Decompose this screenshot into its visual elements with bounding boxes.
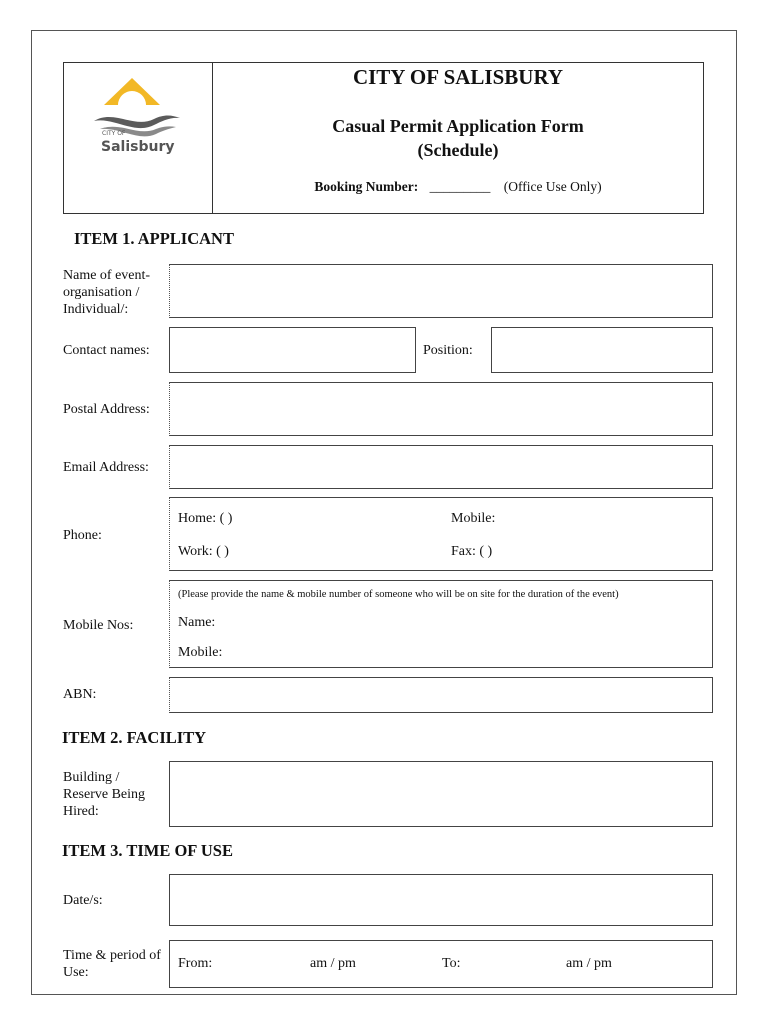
item2-heading: ITEM 2. FACILITY [62, 728, 207, 747]
name-label: Name of event-organisation / Individual/: [63, 268, 151, 317]
mobile-nos-note: (Please provide the name & mobile number of someone who will be on site for the duration of the event) [178, 589, 619, 600]
booking-number-blank[interactable]: _________ [429, 179, 491, 194]
time-from[interactable]: From: [178, 956, 213, 971]
phone-mobile[interactable]: Mobile: [451, 511, 496, 526]
item3-heading: ITEM 3. TIME OF USE [62, 841, 233, 860]
abn-input[interactable] [169, 677, 713, 713]
phone-fax[interactable]: Fax: ( ) [451, 544, 493, 559]
position-input[interactable] [491, 327, 713, 373]
building-label: Building / Reserve Being Hired: [63, 770, 146, 819]
form-title-line1: Casual Permit Application Form [332, 116, 584, 136]
item1-heading: ITEM 1. APPLICANT [74, 229, 234, 248]
logo-name-text: Salisbury [101, 139, 175, 155]
time-period-label: Time & period of Use: [63, 948, 161, 980]
mobile-nos-label: Mobile Nos: [63, 618, 134, 633]
time-period-box [169, 940, 713, 988]
position-label: Position: [423, 343, 473, 358]
logo-wave-top [94, 116, 180, 129]
mobile-nos-box [169, 580, 713, 668]
dates-input[interactable] [169, 874, 713, 926]
email-address-input[interactable] [169, 445, 713, 489]
time-from-ampm[interactable]: am / pm [310, 956, 356, 971]
time-to[interactable]: To: [442, 956, 461, 971]
booking-row [212, 179, 704, 195]
logo-sun-shape [104, 78, 160, 105]
dates-label: Date/s: [63, 893, 103, 908]
contact-names-label: Contact names: [63, 343, 150, 358]
form-title [212, 114, 704, 162]
postal-address-label: Postal Address: [63, 402, 150, 417]
form-title-line2: (Schedule) [417, 140, 499, 160]
salisbury-logo [64, 63, 212, 213]
phone-box [169, 497, 713, 571]
contact-names-input[interactable] [169, 327, 416, 373]
email-address-label: Email Address: [63, 460, 149, 475]
mobile-name-field[interactable]: Name: [178, 615, 216, 630]
form-header [63, 62, 704, 214]
office-use-note: (Office Use Only) [503, 179, 602, 194]
time-to-ampm[interactable]: am / pm [566, 956, 612, 971]
mobile-number-field[interactable]: Mobile: [178, 645, 223, 660]
postal-address-input[interactable] [169, 382, 713, 436]
city-title: CITY OF SALISBURY [352, 65, 564, 89]
name-input[interactable] [169, 264, 713, 318]
logo-small-text: CITY OF [102, 130, 126, 137]
phone-label: Phone: [63, 528, 102, 543]
phone-work[interactable]: Work: ( ) [178, 544, 229, 559]
booking-label: Booking Number: [314, 179, 419, 194]
phone-home[interactable]: Home: ( ) [178, 511, 233, 526]
abn-label: ABN: [63, 687, 97, 702]
logo-cell [64, 63, 213, 213]
building-input[interactable] [169, 761, 713, 827]
